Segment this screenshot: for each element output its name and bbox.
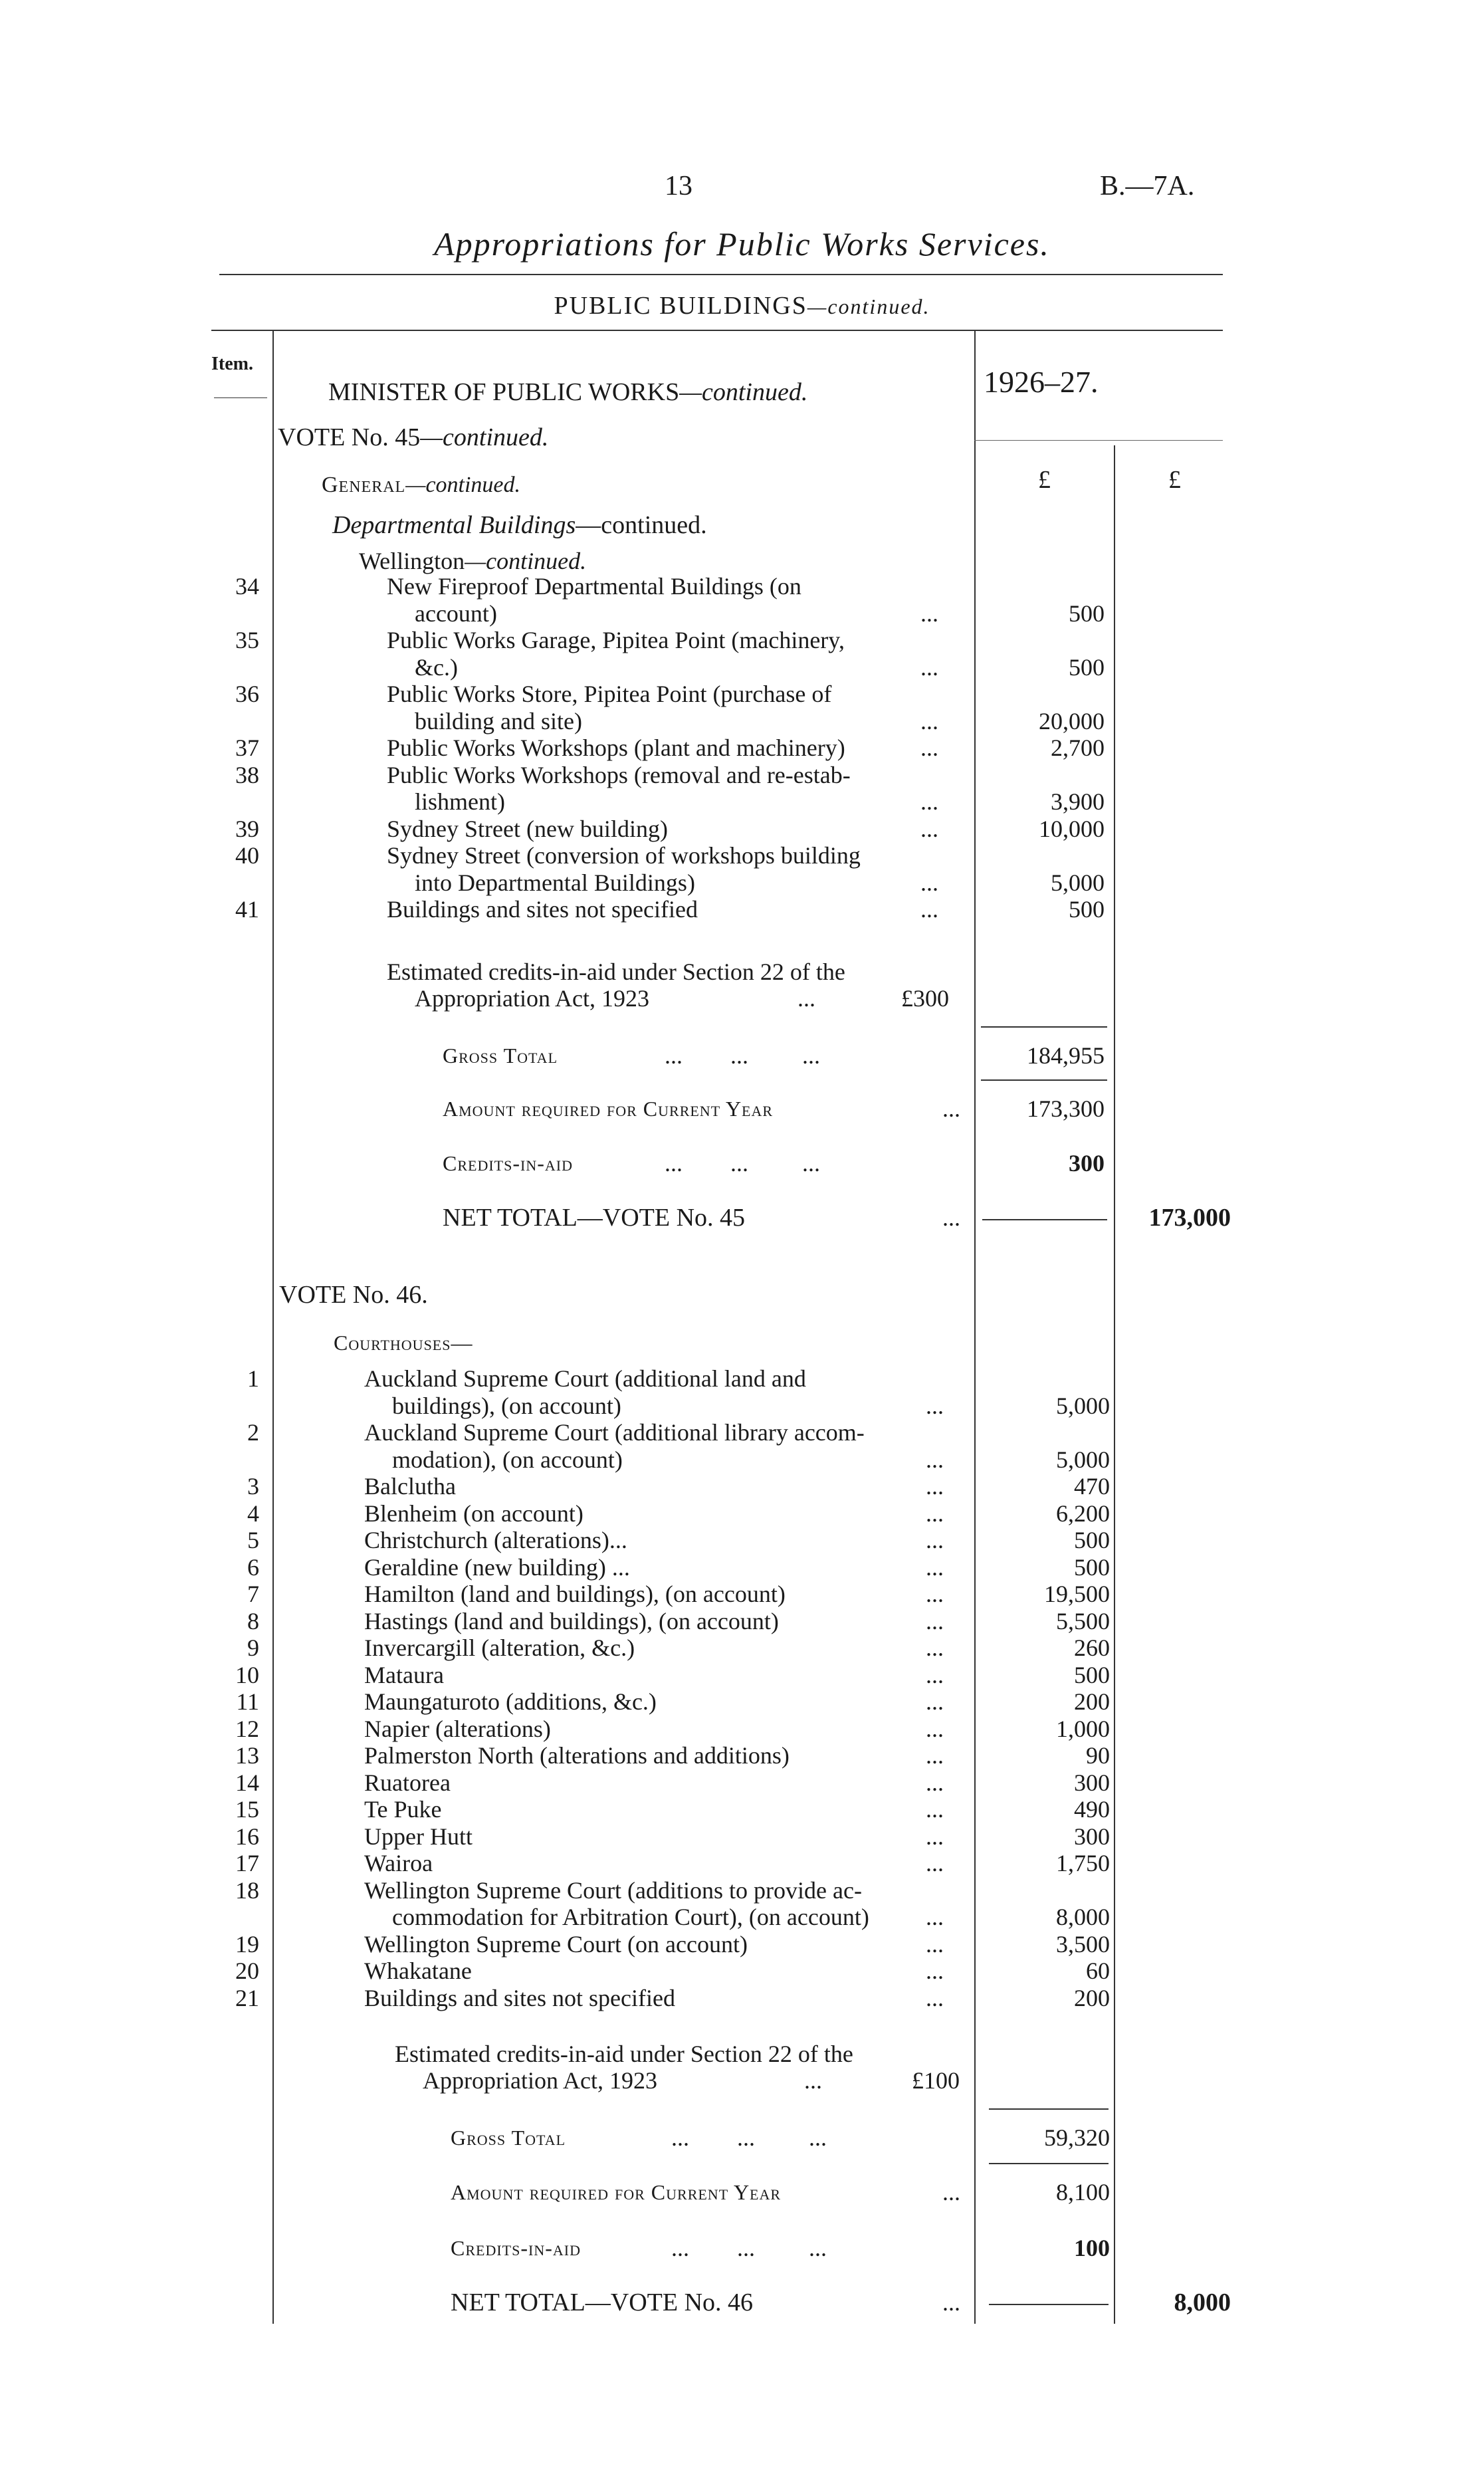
item-amount: 90 — [1086, 1742, 1110, 1769]
item-number: 21 — [235, 1984, 259, 2011]
item-description: Napier (alterations) — [364, 1715, 551, 1742]
currency-symbol-totals: £ — [1168, 466, 1181, 494]
vote-46-credits-dots: ... — [804, 2067, 822, 2094]
dots: ... — [926, 1930, 944, 1958]
item-description: Wellington Supreme Court (on account) — [364, 1930, 748, 1958]
dots: ... — [926, 1392, 944, 1419]
dots: ... — [926, 1742, 944, 1769]
item-header-rule — [214, 397, 267, 398]
dots: ... — [920, 869, 938, 896]
vote-45-gross-value: 184,955 — [1027, 1042, 1105, 1069]
dots: ... ... ... — [671, 2124, 827, 2151]
item-number: 10 — [235, 1661, 259, 1688]
dots: ... — [920, 653, 938, 681]
vote-46-required-label: Amount required for Current Year — [451, 2180, 782, 2204]
item-amount: 3,500 — [1056, 1930, 1110, 1958]
document-reference: B.—7A. — [1100, 171, 1195, 201]
item-column-divider — [272, 330, 274, 2324]
item-amount: 5,000 — [1051, 869, 1105, 896]
dots: ... — [920, 734, 938, 761]
currency-symbol-items: £ — [1038, 466, 1051, 494]
vote-45-net-label: NET TOTAL—VOTE No. 45 — [443, 1204, 746, 1232]
item-description: Blenheim (on account) — [364, 1500, 583, 1527]
item-description-continued: modation), (on account) — [392, 1446, 623, 1473]
item-description: Sydney Street (conversion of workshops building — [387, 842, 861, 869]
item-amount: 300 — [1074, 1823, 1110, 1850]
vote-45-credits-note-line1: Estimated credits-in-aid under Section 22 of the — [387, 958, 845, 985]
header-rule — [211, 330, 1223, 331]
vote-45-net-value: 173,000 — [1148, 1204, 1231, 1232]
item-number: 12 — [235, 1715, 259, 1742]
dots: ... — [926, 1688, 944, 1715]
item-description: Christchurch (alterations)... — [364, 1527, 627, 1553]
vote-46-heading: VOTE No. 46. — [279, 1281, 428, 1309]
item-number: 13 — [235, 1742, 259, 1769]
item-description: Geraldine (new building) ... — [364, 1553, 630, 1581]
item-description-continued: into Departmental Buildings) — [415, 869, 695, 896]
item-number: 17 — [235, 1850, 259, 1876]
item-number: 38 — [235, 761, 259, 788]
dots: ... ... ... — [665, 1150, 820, 1177]
item-description: Upper Hutt — [364, 1823, 473, 1850]
item-number: 9 — [247, 1634, 259, 1661]
item-description: Sydney Street (new building) — [387, 815, 668, 842]
dots: ... — [920, 815, 938, 842]
vote-46-net-value: 8,000 — [1174, 2289, 1231, 2316]
item-description: Ruatorea — [364, 1769, 451, 1796]
item-number: 40 — [235, 842, 259, 869]
item-number: 6 — [247, 1553, 259, 1581]
vote-45-gross-rule — [981, 1026, 1107, 1028]
section-name: PUBLIC BUILDINGS — [554, 292, 807, 320]
vote-46-credits-label: Credits-in-aid — [451, 2236, 581, 2260]
item-amount: 3,900 — [1051, 788, 1105, 815]
page-number: 13 — [665, 171, 692, 201]
dots: ... — [926, 1581, 944, 1607]
item-amount: 20,000 — [1039, 707, 1105, 734]
item-description: Invercargill (alteration, &c.) — [364, 1634, 635, 1661]
item-description: Hamilton (land and buildings), (on account) — [364, 1581, 786, 1607]
vote-45-credits-note-amount: £300 — [901, 985, 949, 1012]
item-amount: 300 — [1074, 1769, 1110, 1796]
dots: ... — [942, 1095, 960, 1122]
vote-45-required-rule — [981, 1079, 1107, 1081]
item-description-continued: buildings), (on account) — [392, 1392, 621, 1419]
vote-45-required-label: Amount required for Current Year — [443, 1097, 774, 1121]
item-description-continued: commodation for Arbitration Court), (on account) — [392, 1904, 869, 1930]
item-number: 1 — [247, 1365, 259, 1392]
vote-45-net-dash — [982, 1219, 1107, 1220]
item-amount: 5,000 — [1056, 1392, 1110, 1419]
vote-46-gross-label: Gross Total — [451, 2126, 566, 2150]
dots: ... ... ... — [671, 2235, 827, 2261]
item-amount: 200 — [1074, 1984, 1110, 2011]
item-description: Buildings and sites not specified — [364, 1984, 675, 2011]
dots: ... — [920, 600, 938, 627]
item-amount: 500 — [1074, 1661, 1110, 1688]
vote-46-net-label: NET TOTAL—VOTE No. 46 — [451, 2289, 754, 2316]
dots: ... — [926, 1527, 944, 1553]
item-description: Buildings and sites not specified — [387, 896, 698, 923]
vote-45-gross-label: Gross Total — [443, 1044, 558, 1067]
item-description: Auckland Supreme Court (additional library accom- — [364, 1419, 865, 1446]
item-description: Palmerston North (alterations and additions) — [364, 1742, 790, 1769]
item-description: Hastings (land and buildings), (on account) — [364, 1607, 779, 1634]
dots: ... — [926, 1796, 944, 1823]
dots: ... — [926, 1634, 944, 1661]
item-number: 11 — [236, 1688, 259, 1715]
dots: ... — [926, 1661, 944, 1688]
item-description: Public Works Workshops (plant and machinery) — [387, 734, 845, 761]
vote-46-gross-rule — [989, 2108, 1109, 2110]
vote-46-required-rule — [989, 2163, 1109, 2164]
title-rule — [219, 274, 1223, 275]
item-description: Public Works Workshops (removal and re-estab- — [387, 761, 851, 788]
dots: ... — [926, 1904, 944, 1930]
dots: ... — [920, 707, 938, 734]
item-column-header: Item. — [211, 354, 253, 374]
item-number: 15 — [235, 1796, 259, 1823]
dots: ... — [926, 1553, 944, 1581]
dots: ... — [926, 1473, 944, 1500]
item-number: 4 — [247, 1500, 259, 1527]
item-amount: 500 — [1074, 1527, 1110, 1553]
dots: ... — [920, 788, 938, 815]
item-number: 20 — [235, 1958, 259, 1984]
item-amount: 490 — [1074, 1796, 1110, 1823]
item-number: 3 — [247, 1473, 259, 1500]
item-description: Whakatane — [364, 1958, 472, 1984]
item-number: 16 — [235, 1823, 259, 1850]
dots: ... — [926, 1607, 944, 1634]
item-amount: 500 — [1074, 1553, 1110, 1581]
item-description: Maungaturoto (additions, &c.) — [364, 1688, 657, 1715]
item-amount: 500 — [1069, 600, 1105, 627]
dots: ... — [942, 2179, 960, 2205]
courthouses-heading: Courthouses— — [334, 1331, 473, 1355]
item-amount: 6,200 — [1056, 1500, 1110, 1527]
item-number: 37 — [235, 734, 259, 761]
item-amount: 500 — [1069, 653, 1105, 681]
item-number: 8 — [247, 1607, 259, 1634]
item-number: 36 — [235, 681, 259, 707]
item-number: 7 — [247, 1581, 259, 1607]
item-number: 41 — [235, 896, 259, 923]
item-description: Mataura — [364, 1661, 444, 1688]
vote-45-credits-value: 300 — [1069, 1150, 1105, 1177]
item-number: 5 — [247, 1527, 259, 1553]
year-header-rule — [974, 440, 1223, 441]
item-description: Te Puke — [364, 1796, 442, 1823]
item-amount: 5,000 — [1056, 1446, 1110, 1473]
dots: ... — [926, 1984, 944, 2011]
item-description: Balclutha — [364, 1473, 456, 1500]
item-number: 39 — [235, 815, 259, 842]
dots: ... — [926, 1769, 944, 1796]
vote-46-net-dash — [989, 2304, 1109, 2305]
general-heading: General—continued. — [322, 473, 521, 497]
item-description-continued: &c.) — [415, 653, 458, 681]
dots: ... — [920, 896, 938, 923]
item-amount: 1,000 — [1056, 1715, 1110, 1742]
vote-45-credits-note-line2: Appropriation Act, 1923 — [415, 985, 649, 1012]
dots: ... — [942, 1204, 960, 1231]
vote-46-credits-value: 100 — [1074, 2235, 1110, 2261]
item-description: New Fireproof Departmental Buildings (on — [387, 573, 801, 600]
item-description: Wairoa — [364, 1850, 433, 1876]
item-amount: 19,500 — [1044, 1581, 1110, 1607]
item-amount: 10,000 — [1039, 815, 1105, 842]
item-description-continued: building and site) — [415, 707, 582, 734]
item-description: Wellington Supreme Court (additions to provide ac- — [364, 1876, 862, 1904]
dots: ... — [926, 1715, 944, 1742]
item-amount: 60 — [1086, 1958, 1110, 1984]
vote-46-required-value: 8,100 — [1056, 2179, 1110, 2205]
item-number: 35 — [235, 627, 259, 653]
dots: ... — [926, 1500, 944, 1527]
item-number: 18 — [235, 1876, 259, 1904]
vote-46-credits-note-amount: £100 — [912, 2067, 960, 2094]
departmental-buildings-heading: Departmental Buildings—continued. — [332, 511, 707, 539]
dots: ... — [926, 1958, 944, 1984]
item-amount: 2,700 — [1051, 734, 1105, 761]
item-number: 34 — [235, 573, 259, 600]
item-description-continued: account) — [415, 600, 497, 627]
item-number: 19 — [235, 1930, 259, 1958]
vote-45-credits-label: Credits-in-aid — [443, 1151, 573, 1175]
item-number: 2 — [247, 1419, 259, 1446]
item-description: Public Works Garage, Pipitea Point (machinery, — [387, 627, 845, 653]
item-number: 14 — [235, 1769, 259, 1796]
vote-45-heading: VOTE No. 45—continued. — [278, 423, 549, 451]
dots: ... ... ... — [665, 1042, 820, 1069]
year-header: 1926–27. — [984, 365, 1099, 399]
section-title — [0, 291, 1484, 320]
ministry-heading: MINISTER OF PUBLIC WORKS—continued. — [328, 378, 808, 406]
vote-45-credits-dots: ... — [797, 985, 815, 1012]
dots: ... — [926, 1850, 944, 1876]
dots: ... — [942, 2289, 960, 2316]
item-amount: 5,500 — [1056, 1607, 1110, 1634]
item-amount: 8,000 — [1056, 1904, 1110, 1930]
vote-46-credits-note-line1: Estimated credits-in-aid under Section 22 of the — [395, 2041, 853, 2067]
item-description-continued: lishment) — [415, 788, 505, 815]
page-title: Appropriations for Public Works Services. — [434, 225, 1050, 263]
item-amount: 1,750 — [1056, 1850, 1110, 1876]
item-amount: 200 — [1074, 1688, 1110, 1715]
dots: ... — [926, 1446, 944, 1473]
amount-column-divider — [974, 330, 976, 2324]
vote-46-credits-note-line2: Appropriation Act, 1923 — [423, 2067, 657, 2094]
wellington-heading: Wellington—continued. — [359, 548, 587, 574]
total-column-divider — [1114, 445, 1115, 2324]
section-continued: —continued. — [807, 294, 930, 318]
vote-46-gross-value: 59,320 — [1044, 2124, 1110, 2151]
item-amount: 500 — [1069, 896, 1105, 923]
vote-45-required-value: 173,300 — [1027, 1095, 1105, 1122]
item-description: Public Works Store, Pipitea Point (purchase of — [387, 681, 832, 707]
item-amount: 470 — [1074, 1473, 1110, 1500]
item-description: Auckland Supreme Court (additional land and — [364, 1365, 806, 1392]
dots: ... — [926, 1823, 944, 1850]
item-amount: 260 — [1074, 1634, 1110, 1661]
